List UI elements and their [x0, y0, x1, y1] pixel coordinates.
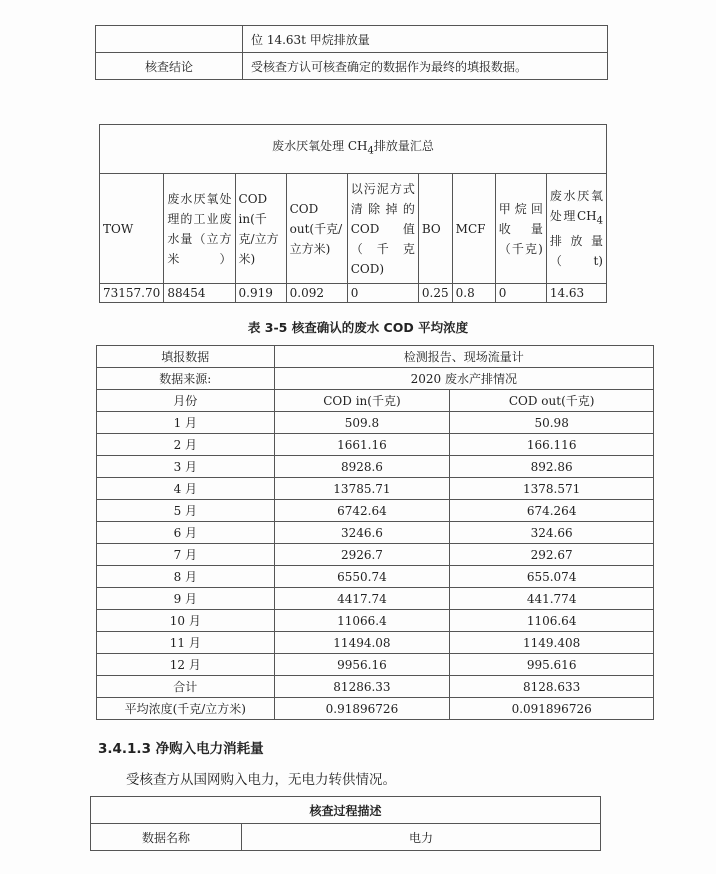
avg-label: 平均浓度(千克/立方米)	[97, 698, 275, 720]
cod-in-cell: 9956.16	[274, 654, 450, 676]
header-mcf: MCF	[452, 174, 495, 284]
cod-in-cell: 509.8	[274, 412, 450, 434]
table-row	[97, 588, 654, 610]
month-cell: 10 月	[97, 610, 275, 632]
cod-out-cell: 166.116	[450, 434, 654, 456]
ch4-summary-title: 废水厌氧处理 $CH_4$排放量汇总	[100, 125, 607, 174]
month-cell: 7 月	[97, 544, 275, 566]
cod-in-cell: 6550.74	[274, 566, 450, 588]
header-cod-in: COD in(千克/立方米)	[235, 174, 286, 284]
cod-out-cell: 995.616	[450, 654, 654, 676]
table-row	[97, 632, 654, 654]
source-label: 数据来源:	[97, 368, 275, 390]
section-heading: 3.4.1.3 净购入电力消耗量	[98, 741, 264, 757]
total-label: 合计	[97, 676, 275, 698]
header-tow: TOW	[100, 174, 164, 284]
total-out: 8128.633	[450, 676, 654, 698]
month-cell: 2 月	[97, 434, 275, 456]
cod-in-cell: 11066.4	[274, 610, 450, 632]
header-ch4-emission: 废水厌氧处理$CH_4$排放量（t)	[546, 174, 606, 284]
conclusion-table	[95, 25, 608, 80]
cod-in-cell: 3246.6	[274, 522, 450, 544]
report-label: 填报数据	[97, 346, 275, 368]
table-row	[97, 654, 654, 676]
cod-out-cell: 1106.64	[450, 610, 654, 632]
table-caption: 表 3-5 核查确认的废水 COD 平均浓度	[247, 320, 469, 335]
cod-out-cell: 292.67	[450, 544, 654, 566]
cod-in-cell: 2926.7	[274, 544, 450, 566]
table-row	[97, 522, 654, 544]
empty-label-cell	[96, 26, 243, 53]
table-row	[97, 544, 654, 566]
avg-out: 0.091896726	[450, 698, 654, 720]
electricity-paragraph: 受核查方从国网购入电力，无电力转供情况。	[126, 772, 396, 788]
month-cell: 4 月	[97, 478, 275, 500]
value-cod-out: 0.092	[286, 284, 347, 303]
value-mcf: 0.8	[452, 284, 495, 303]
value-cod-in: 0.919	[235, 284, 286, 303]
cod-out-cell: 50.98	[450, 412, 654, 434]
header-bo: BO	[418, 174, 452, 284]
value-methane-recovery: 0	[495, 284, 546, 303]
value-sludge-cod: 0	[347, 284, 418, 303]
avg-in: 0.91896726	[274, 698, 450, 720]
process-table	[90, 796, 601, 851]
month-cell: 9 月	[97, 588, 275, 610]
month-cell: 8 月	[97, 566, 275, 588]
header-cod-out: COD out(千克/立方米)	[286, 174, 347, 284]
table-row	[97, 610, 654, 632]
month-cell: 6 月	[97, 522, 275, 544]
source-value: 2020 废水产排情况	[274, 368, 653, 390]
col-month: 月份	[97, 390, 275, 412]
conclusion-value: 受核查方认可核查确定的数据作为最终的填报数据。	[243, 53, 608, 80]
data-name-label: 数据名称	[91, 824, 242, 851]
month-cell: 12 月	[97, 654, 275, 676]
cod-in-cell: 4417.74	[274, 588, 450, 610]
col-cod-out: COD out(千克)	[450, 390, 654, 412]
cod-out-cell: 892.86	[450, 456, 654, 478]
col-cod-in: COD in(千克)	[274, 390, 450, 412]
table-row	[97, 456, 654, 478]
header-sludge-cod: 以污泥方式清除掉的COD值（千克COD)	[347, 174, 418, 284]
cod-in-cell: 6742.64	[274, 500, 450, 522]
ch4-summary-table	[99, 124, 607, 303]
cod-out-cell: 441.774	[450, 588, 654, 610]
process-header: 核查过程描述	[91, 797, 601, 824]
table-row	[97, 478, 654, 500]
value-tow: 73157.70	[100, 284, 164, 303]
cod-in-cell: 1661.16	[274, 434, 450, 456]
cod-out-cell: 324.66	[450, 522, 654, 544]
cod-table	[96, 345, 654, 720]
value-bo: 0.25	[418, 284, 452, 303]
header-methane-recovery: 甲烷回收量（千克)	[495, 174, 546, 284]
table-row	[97, 500, 654, 522]
value-ch4-emission: 14.63	[546, 284, 606, 303]
cod-in-cell: 8928.6	[274, 456, 450, 478]
conclusion-label: 核查结论	[96, 53, 243, 80]
table-row	[97, 566, 654, 588]
data-name-value: 电力	[242, 824, 601, 851]
total-in: 81286.33	[274, 676, 450, 698]
value-wastewater: 88454	[164, 284, 235, 303]
cod-out-cell: 1378.571	[450, 478, 654, 500]
month-cell: 1 月	[97, 412, 275, 434]
cod-out-cell: 674.264	[450, 500, 654, 522]
cod-in-cell: 13785.71	[274, 478, 450, 500]
month-cell: 3 月	[97, 456, 275, 478]
emission-note: 位 14.63t 甲烷排放量	[243, 26, 608, 53]
report-value: 检测报告、现场流量计	[274, 346, 653, 368]
table-row	[97, 434, 654, 456]
month-cell: 11 月	[97, 632, 275, 654]
cod-out-cell: 1149.408	[450, 632, 654, 654]
cod-out-cell: 655.074	[450, 566, 654, 588]
table-row	[97, 412, 654, 434]
cod-in-cell: 11494.08	[274, 632, 450, 654]
header-wastewater: 废水厌氧处理的工业废水量（立方米）	[164, 174, 235, 284]
month-cell: 5 月	[97, 500, 275, 522]
